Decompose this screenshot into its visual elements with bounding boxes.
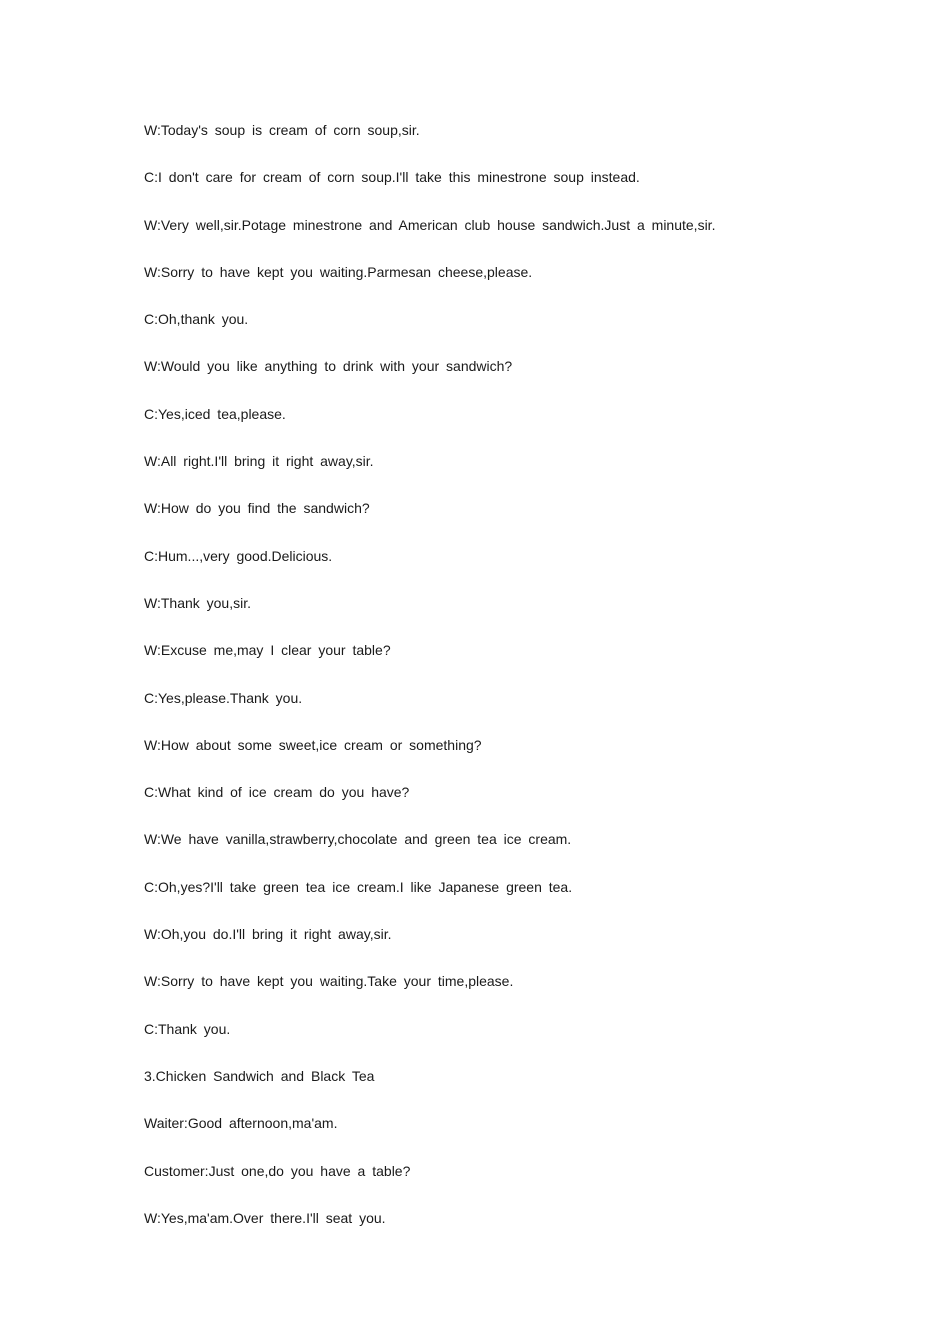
dialogue-line: C:Oh,yes?I'll take green tea ice cream.I like Japanese green tea. xyxy=(144,878,573,895)
dialogue-line: W:Very well,sir.Potage minestrone and American club house sandwich.Just a minute,sir. xyxy=(144,216,716,233)
dialogue-line: W:Sorry to have kept you waiting.Take your time,please. xyxy=(144,973,514,990)
dialogue-line: W:Oh,you do.I'll bring it right away,sir. xyxy=(144,926,392,943)
dialogue-line: C:Hum...,very good.Delicious. xyxy=(144,547,333,564)
dialogue-line: W:We have vanilla,strawberry,chocolate and green tea ice cream. xyxy=(144,831,572,848)
dialogue-line: C:Thank you. xyxy=(144,1020,231,1037)
dialogue-line: W:Would you like anything to drink with your sandwich? xyxy=(144,358,513,375)
dialogue-line: W:Today's soup is cream of corn soup,sir. xyxy=(144,122,420,138)
dialogue-line: C:Yes,please.Thank you. xyxy=(144,689,303,706)
dialogue-line: C:I don't care for cream of corn soup.I'll take this minestrone soup instead. xyxy=(144,169,640,186)
dialogue-line: Waiter:Good afternoon,ma'am. xyxy=(144,1115,338,1132)
dialogue-line: W:All right.I'll bring it right away,sir. xyxy=(144,453,374,470)
section-heading: 3.Chicken Sandwich and Black Tea xyxy=(144,1067,375,1084)
dialogue-line: W:Excuse me,may I clear your table? xyxy=(144,642,391,659)
dialogue-line: C:What kind of ice cream do you have? xyxy=(144,784,410,801)
dialogue-line: C:Yes,iced tea,please. xyxy=(144,405,286,422)
dialogue-text xyxy=(144,120,904,1255)
dialogue-line: W:Sorry to have kept you waiting.Parmesan cheese,please. xyxy=(144,263,533,280)
dialogue-line: W:How about some sweet,ice cream or something? xyxy=(144,736,482,753)
dialogue-line: C:Oh,thank you. xyxy=(144,311,249,328)
dialogue-line: W:Yes,ma'am.Over there.I'll seat you. xyxy=(144,1209,386,1226)
dialogue-line: W:Thank you,sir. xyxy=(144,594,252,611)
dialogue-line: W:How do you find the sandwich? xyxy=(144,500,370,517)
dialogue-line: Customer:Just one,do you have a table? xyxy=(144,1162,411,1179)
